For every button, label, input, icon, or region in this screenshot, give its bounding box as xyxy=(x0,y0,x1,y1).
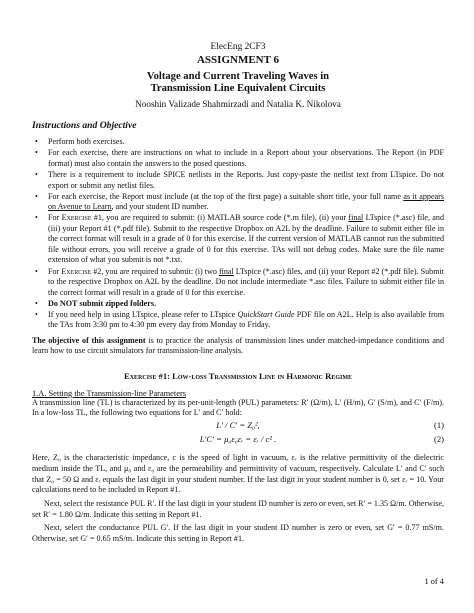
list-item: • There is a requirement to include SPICE netlists in the Reports. Just copy-paste the netlist text from LTspice. Do not export or submit any netlist files. xyxy=(35,170,444,190)
exercise-ref: Exercise #2 xyxy=(61,266,102,276)
list-item: • For each exercise, there are instructions on what to include in a Report about your observations. The Report (in PDF format) must also contain the answers to the posed questions. xyxy=(35,148,444,168)
list-item: • For each exercise, the Report must include (at the top of the first page) a suitable short title, your full name as it appears on Avenue to Learn, and your student ID number. xyxy=(35,191,444,212)
assignment-number: ASSIGNMENT 6 xyxy=(196,54,279,66)
exercise-1-heading: Exercise #1: Low-loss Transmission Line in Harmonic Regime xyxy=(123,370,353,381)
paragraph: A transmission line (TL) is characterized by its per-unit-length (PUL) parameters: R′ (Ω/m), L′ (H/m), G′ (S/m), and C′ (F/m). In a low-loss TL, the following two equations for L′ and C′ hold: xyxy=(32,397,444,418)
equation-text: L′C′ = μ₀ε₀εᵣ = εᵣ / c² . xyxy=(199,434,277,445)
equation-number: (2) xyxy=(433,434,444,445)
paragraph: Here, Z₀ is the characteristic impedance, c is the speed of light in vacuum, εᵣ is the relative permittivity of the dielectric medium inside the TL, and μ₀ and ε₀ are the permeability and permittivity of vacuum, respectively. Calculate L′ and C′ such that Z₀ = 50 Ω and εᵣ equals the last digit in your student number. If the last digit in your student number is 0, set εᵣ = 10. Your calculations need to be included in Report #1. xyxy=(32,453,444,495)
bullet-icon: • xyxy=(35,170,38,180)
exercise-ref: Exercise #1 xyxy=(61,213,102,223)
document-title xyxy=(32,71,444,95)
guide-title: QuickStart Guide xyxy=(237,309,295,319)
course-code: ElecEng 2CF3 xyxy=(210,42,266,52)
authors: Nooshin Valizade Shahmirzadi and Natalia K. Nikolova xyxy=(135,99,341,110)
underlined-word: final xyxy=(218,266,234,276)
objective-lead: The objective of this assignment xyxy=(32,335,146,345)
bullet-icon: • xyxy=(35,298,38,308)
list-item: • If you need help in using LTspice, please refer to LTspice QuickStart Guide PDF file on A2L. Help is also available from the TAs from 3:30 pm to 4:30 pm every day from Monday to Friday. xyxy=(35,309,444,330)
equation-number: (1) xyxy=(433,420,444,431)
equation-text: L′ / C′ = Z₀², xyxy=(216,420,260,431)
bullet-icon: • xyxy=(35,213,38,223)
bullet-icon: • xyxy=(35,191,38,201)
list-item: • Perform both exercises. xyxy=(35,137,125,147)
equation-2 xyxy=(32,433,444,447)
subsection-heading: 1.A. Setting the Transmission-line Parameters xyxy=(32,388,186,398)
page-number: 1 of 4 xyxy=(424,577,444,586)
paragraph: Next, select the resistance PUL R′. If the last digit in your student ID number is zero or even, set R′ = 1.35 Ω/m. Otherwise, set R′ = 1.80 Ω/m. Indicate this setting in Report #1. xyxy=(32,498,444,519)
instructions-list xyxy=(32,137,444,330)
list-item: • For Exercise #1, you are required to submit: (i) MATLAB source code (*.m file), (ii) your final LTspice (*.asc) file, and (iii) your Report #1 (*.pdf file). Submit to the respective Dropbox on A2L by the deadline. Failure to submit either file in the correct format will result in a grade of 0 for this exercise. If the current version of MATLAB cannot run the submitted file without errors, you will receive a grade of 0 for this exercise. TAs will not debug codes. Make sure the file name extension of what you submit is not *.txt. xyxy=(35,213,444,265)
bullet-icon: • xyxy=(35,148,38,158)
list-item: • For Exercise #2, you are required to submit: (i) two final LTspice (*.asc) files, and (ii) your Report #2 (*.pdf file). Submit to the respective Dropbox on A2L by the deadline. Do not include intermediate *.asc files. Failure to submit either file in the correct format will result in a grade of 0 for this exercise. xyxy=(35,266,444,297)
underlined-phrase: as it appears on Avenue to Learn xyxy=(48,191,444,212)
document-page xyxy=(32,22,444,545)
equation-1 xyxy=(32,419,444,433)
list-item: • Do NOT submit zipped folders. xyxy=(35,298,157,308)
bullet-icon: • xyxy=(35,137,38,147)
objective-paragraph: The objective of this assignment is to practice the analysis of transmission lines under matched-impedance conditions and learn how to use circuit simulators for transmission-line analysis. xyxy=(32,335,445,356)
paragraph: Next, select the conductance PUL G′. If the last digit in your student ID number is zero or even, set G′ = 0.77 mS/m. Otherwise, set G′ = 0.65 mS/m. Indicate this setting in Report #1. xyxy=(32,523,444,543)
underlined-word: final xyxy=(348,213,364,223)
title-line-2: Transmission Line Equivalent Circuits xyxy=(150,83,326,95)
bullet-icon: • xyxy=(35,309,38,319)
title-line-1: Voltage and Current Traveling Waves in xyxy=(146,71,330,82)
bullet-icon: • xyxy=(35,266,38,276)
instructions-heading: Instructions and Objective xyxy=(32,120,137,132)
